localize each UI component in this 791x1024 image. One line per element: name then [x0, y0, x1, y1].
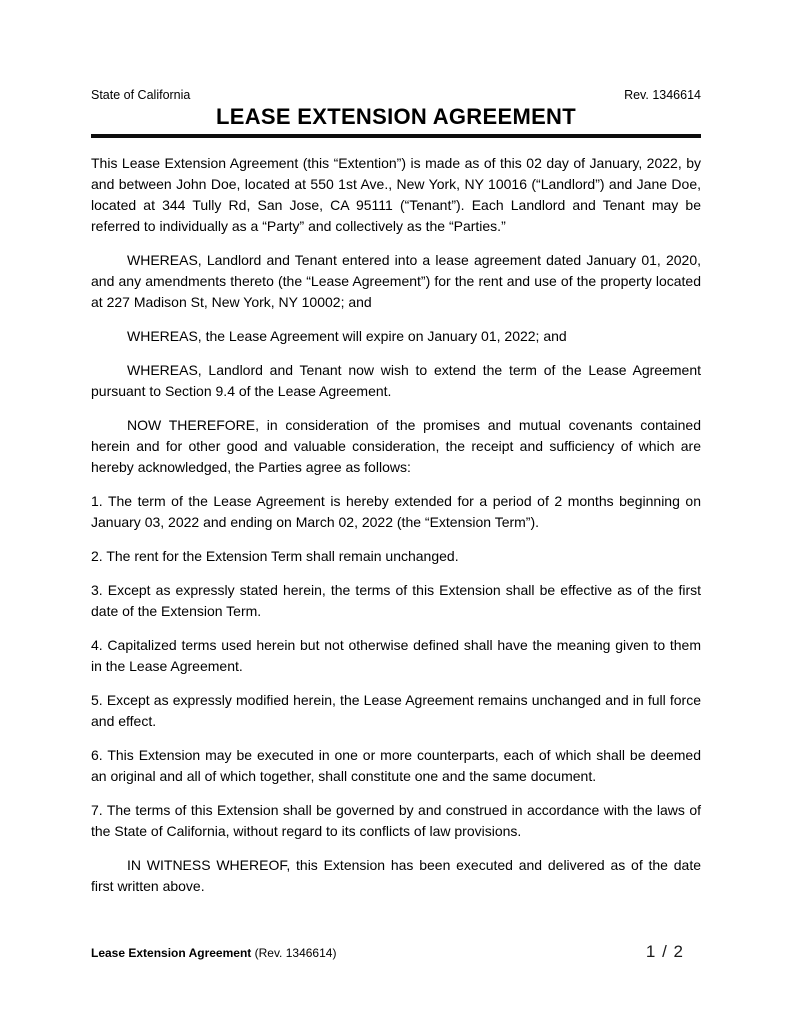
title-divider — [91, 134, 701, 138]
page-content — [91, 0, 701, 910]
clause-3: 3. Except as expressly stated herein, the terms of this Extension shall be effective as of the first date of the Extension Term. — [91, 582, 701, 619]
document-body — [91, 153, 701, 897]
clause-2: 2. The rent for the Extension Term shall remain unchanged. — [91, 548, 459, 564]
page-footer — [91, 942, 701, 962]
clause-6: 6. This Extension may be executed in one or more counterparts, each of which shall be deemed an original and all of which together, shall constitute one and the same document. — [91, 747, 701, 784]
header-revision-number: Rev. 1346614 — [624, 88, 701, 102]
page-header — [91, 0, 701, 103]
paragraph-whereas-extend: WHEREAS, Landlord and Tenant now wish to extend the term of the Lease Agreement pursuant to Section 9.4 of the Lease Agreement. — [91, 362, 701, 399]
clause-5: 5. Except as expressly modified herein, the Lease Agreement remains unchanged and in full force and effect. — [91, 692, 701, 729]
paragraph-whereas-lease: WHEREAS, Landlord and Tenant entered into a lease agreement dated January 01, 2020, and any amendments thereto (the “Lease Agreement”) for the rent and use of the property located at 227 Madison St, New York, NY 10002; and — [91, 252, 701, 310]
page-number: 1 / 2 — [645, 942, 684, 961]
paragraph-whereas-expire: WHEREAS, the Lease Agreement will expire on January 01, 2022; and — [127, 328, 567, 344]
clause-1: 1. The term of the Lease Agreement is hereby extended for a period of 2 months beginning on January 03, 2022 and ending on March 02, 2022 (the “Extension Term”). — [91, 493, 701, 530]
footer-document-label — [91, 946, 336, 961]
paragraph-intro: This Lease Extension Agreement (this “Extention”) is made as of this 02 day of January, 2022, by and between John Doe, located at 550 1st Ave., New York, NY 10016 (“Landlord”) and Jane Doe, located at 344 Tully Rd, San Jose, CA 95111 (“Tenant”). Each Landlord and Tenant may be referred to individually as a “Party” and collectively as the “Parties.” — [91, 155, 701, 234]
header-state-label: State of California — [91, 88, 191, 102]
page-title: LEASE EXTENSION AGREEMENT — [216, 104, 576, 129]
clause-7: 7. The terms of this Extension shall be governed by and construed in accordance with the laws of the State of California, without regard to its conflicts of law provisions. — [91, 802, 701, 839]
paragraph-in-witness: IN WITNESS WHEREOF, this Extension has been executed and delivered as of the date first written above. — [91, 857, 701, 894]
clause-4: 4. Capitalized terms used herein but not otherwise defined shall have the meaning given to them in the Lease Agreement. — [91, 637, 701, 674]
footer-revision: (Rev. 1346614) — [251, 946, 337, 960]
footer-doc-name: Lease Extension Agreement — [91, 946, 252, 960]
paragraph-now-therefore: NOW THEREFORE, in consideration of the promises and mutual covenants contained herein and for other good and valuable consideration, the receipt and sufficiency of which are hereby acknowledged, the Parties agree as follows: — [91, 417, 701, 475]
